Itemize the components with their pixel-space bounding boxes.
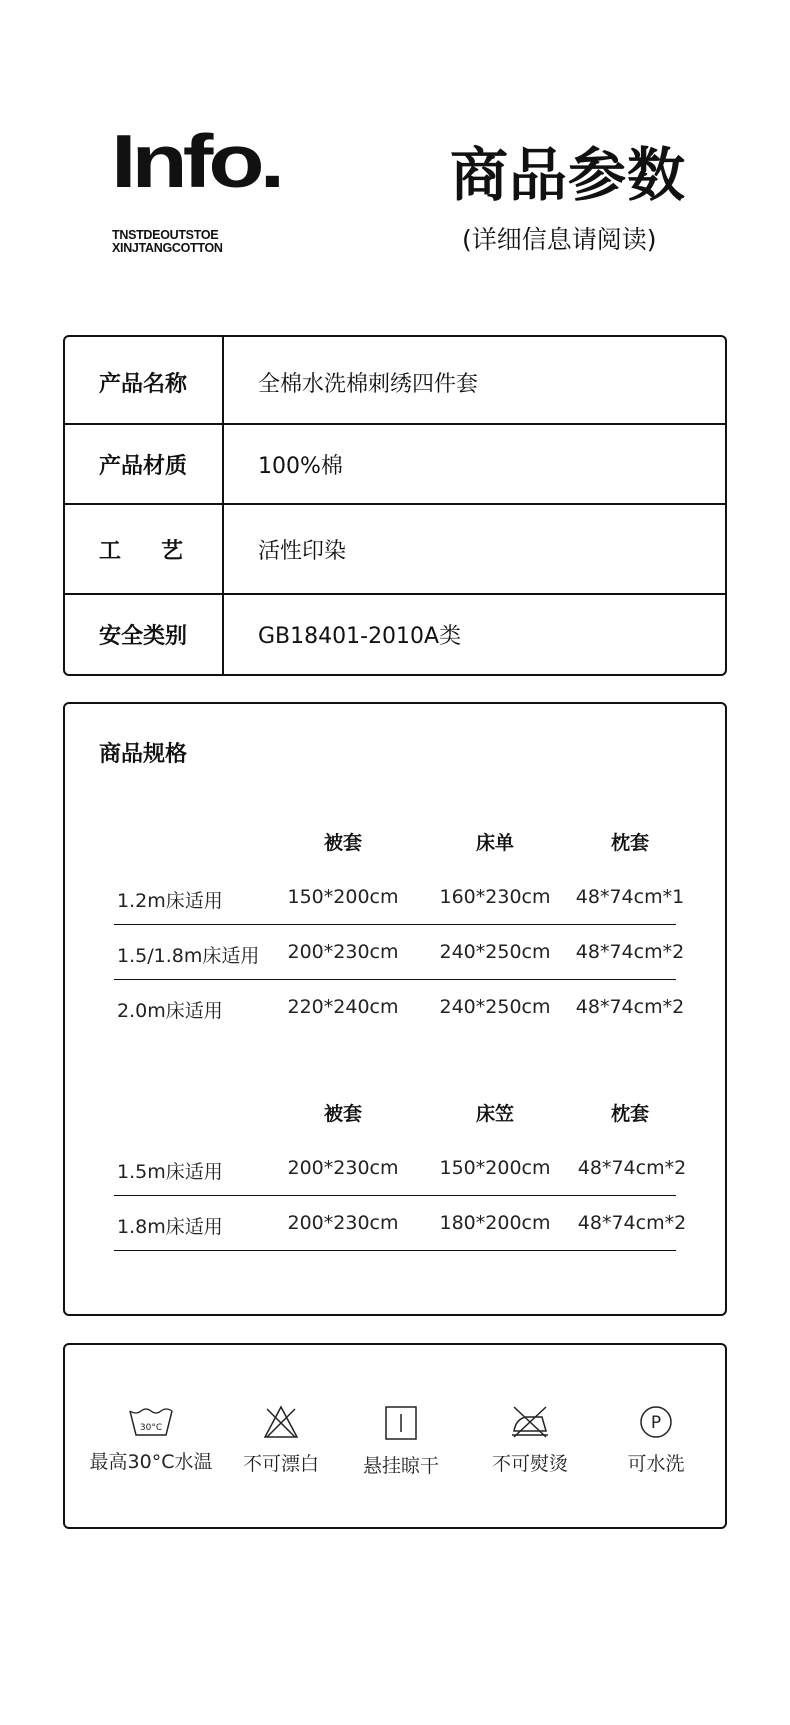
wash-temperature-text: 30°C xyxy=(139,1423,163,1433)
value-cell: 48*74cm*2 xyxy=(575,996,685,1018)
header-cell: 枕套 xyxy=(610,832,650,854)
spec-table-sheet xyxy=(114,828,685,1034)
info-logo: Info. xyxy=(111,119,281,204)
size-cell: 1.2m床适用 xyxy=(117,890,223,912)
product-params-table xyxy=(63,335,727,676)
spec-table-header xyxy=(114,828,676,858)
table-row xyxy=(114,925,685,980)
value-cell: 150*200cm xyxy=(439,1157,551,1179)
size-cell: 1.8m床适用 xyxy=(117,1216,223,1238)
value-cell: 160*230cm xyxy=(439,886,551,908)
param-row-material xyxy=(65,423,725,505)
value-cell: 240*250cm xyxy=(439,996,551,1018)
care-item-no-iron xyxy=(460,1405,600,1476)
param-label: 产品名称 xyxy=(99,372,188,397)
header-cell: 被套 xyxy=(323,832,363,854)
value-cell: 240*250cm xyxy=(439,941,551,963)
param-value: 活性印染 xyxy=(258,539,347,564)
logo-subtext-line2: XINJTANGCOTTON xyxy=(112,241,223,255)
spec-table-header xyxy=(114,1099,676,1129)
table-row xyxy=(114,1196,687,1251)
dry-clean-p-icon xyxy=(638,1405,674,1439)
value-cell: 150*200cm xyxy=(287,886,399,908)
value-cell: 48*74cm*2 xyxy=(577,1212,687,1234)
table-row xyxy=(114,980,685,1034)
logo-subtext-line1: TNSTDEOUTSTOE xyxy=(112,228,219,242)
header-cell: 被套 xyxy=(323,1103,363,1125)
param-value: GB18401-2010A类 xyxy=(258,624,462,649)
value-cell: 180*200cm xyxy=(439,1212,551,1234)
size-cell: 1.5m床适用 xyxy=(117,1161,223,1183)
param-label: 工艺 xyxy=(99,539,224,564)
param-label: 安全类别 xyxy=(99,624,188,649)
dry-clean-letter: P xyxy=(650,1413,662,1433)
care-item-hang-dry xyxy=(331,1405,471,1478)
specs-title: 商品规格 xyxy=(99,742,188,767)
param-value: 100%棉 xyxy=(258,454,343,479)
value-cell: 200*230cm xyxy=(287,941,399,963)
size-cell: 2.0m床适用 xyxy=(117,1000,223,1022)
wash-30-icon xyxy=(126,1405,176,1437)
care-item-wash xyxy=(81,1405,221,1474)
care-instructions-section xyxy=(63,1343,727,1529)
page-title: 商品参数 xyxy=(450,141,687,209)
size-cell: 1.5/1.8m床适用 xyxy=(117,945,260,967)
table-row xyxy=(114,1141,687,1196)
value-cell: 200*230cm xyxy=(287,1157,399,1179)
care-label: 不可熨烫 xyxy=(491,1453,568,1475)
param-label: 产品材质 xyxy=(99,454,188,479)
param-row-name xyxy=(65,337,725,425)
care-label: 可水洗 xyxy=(627,1453,685,1475)
spec-table-fitted xyxy=(114,1099,687,1251)
no-bleach-icon xyxy=(263,1405,299,1439)
care-label: 不可漂白 xyxy=(242,1453,319,1475)
care-item-no-bleach xyxy=(211,1405,351,1476)
care-label: 悬挂晾干 xyxy=(362,1455,439,1477)
care-label: 最高30°C水温 xyxy=(89,1451,213,1473)
param-row-craft xyxy=(65,503,725,595)
value-cell: 48*74cm*1 xyxy=(575,886,685,908)
value-cell: 48*74cm*2 xyxy=(575,941,685,963)
param-value: 全棉水洗棉刺绣四件套 xyxy=(258,372,479,397)
table-row xyxy=(114,870,685,925)
value-cell: 220*240cm xyxy=(287,996,399,1018)
product-specs-section xyxy=(63,702,727,1316)
header-cell: 床单 xyxy=(475,832,515,854)
page-subtitle: (详细信息请阅读) xyxy=(462,225,657,254)
logo-subtext xyxy=(112,229,223,255)
value-cell: 48*74cm*2 xyxy=(577,1157,687,1179)
hang-dry-icon xyxy=(384,1405,418,1441)
value-cell: 200*230cm xyxy=(287,1212,399,1234)
header-cell: 床笠 xyxy=(475,1103,515,1125)
param-row-safety xyxy=(65,593,725,674)
header-cell: 枕套 xyxy=(610,1103,650,1125)
care-item-dry-clean xyxy=(586,1405,726,1476)
no-iron-icon xyxy=(510,1405,550,1439)
